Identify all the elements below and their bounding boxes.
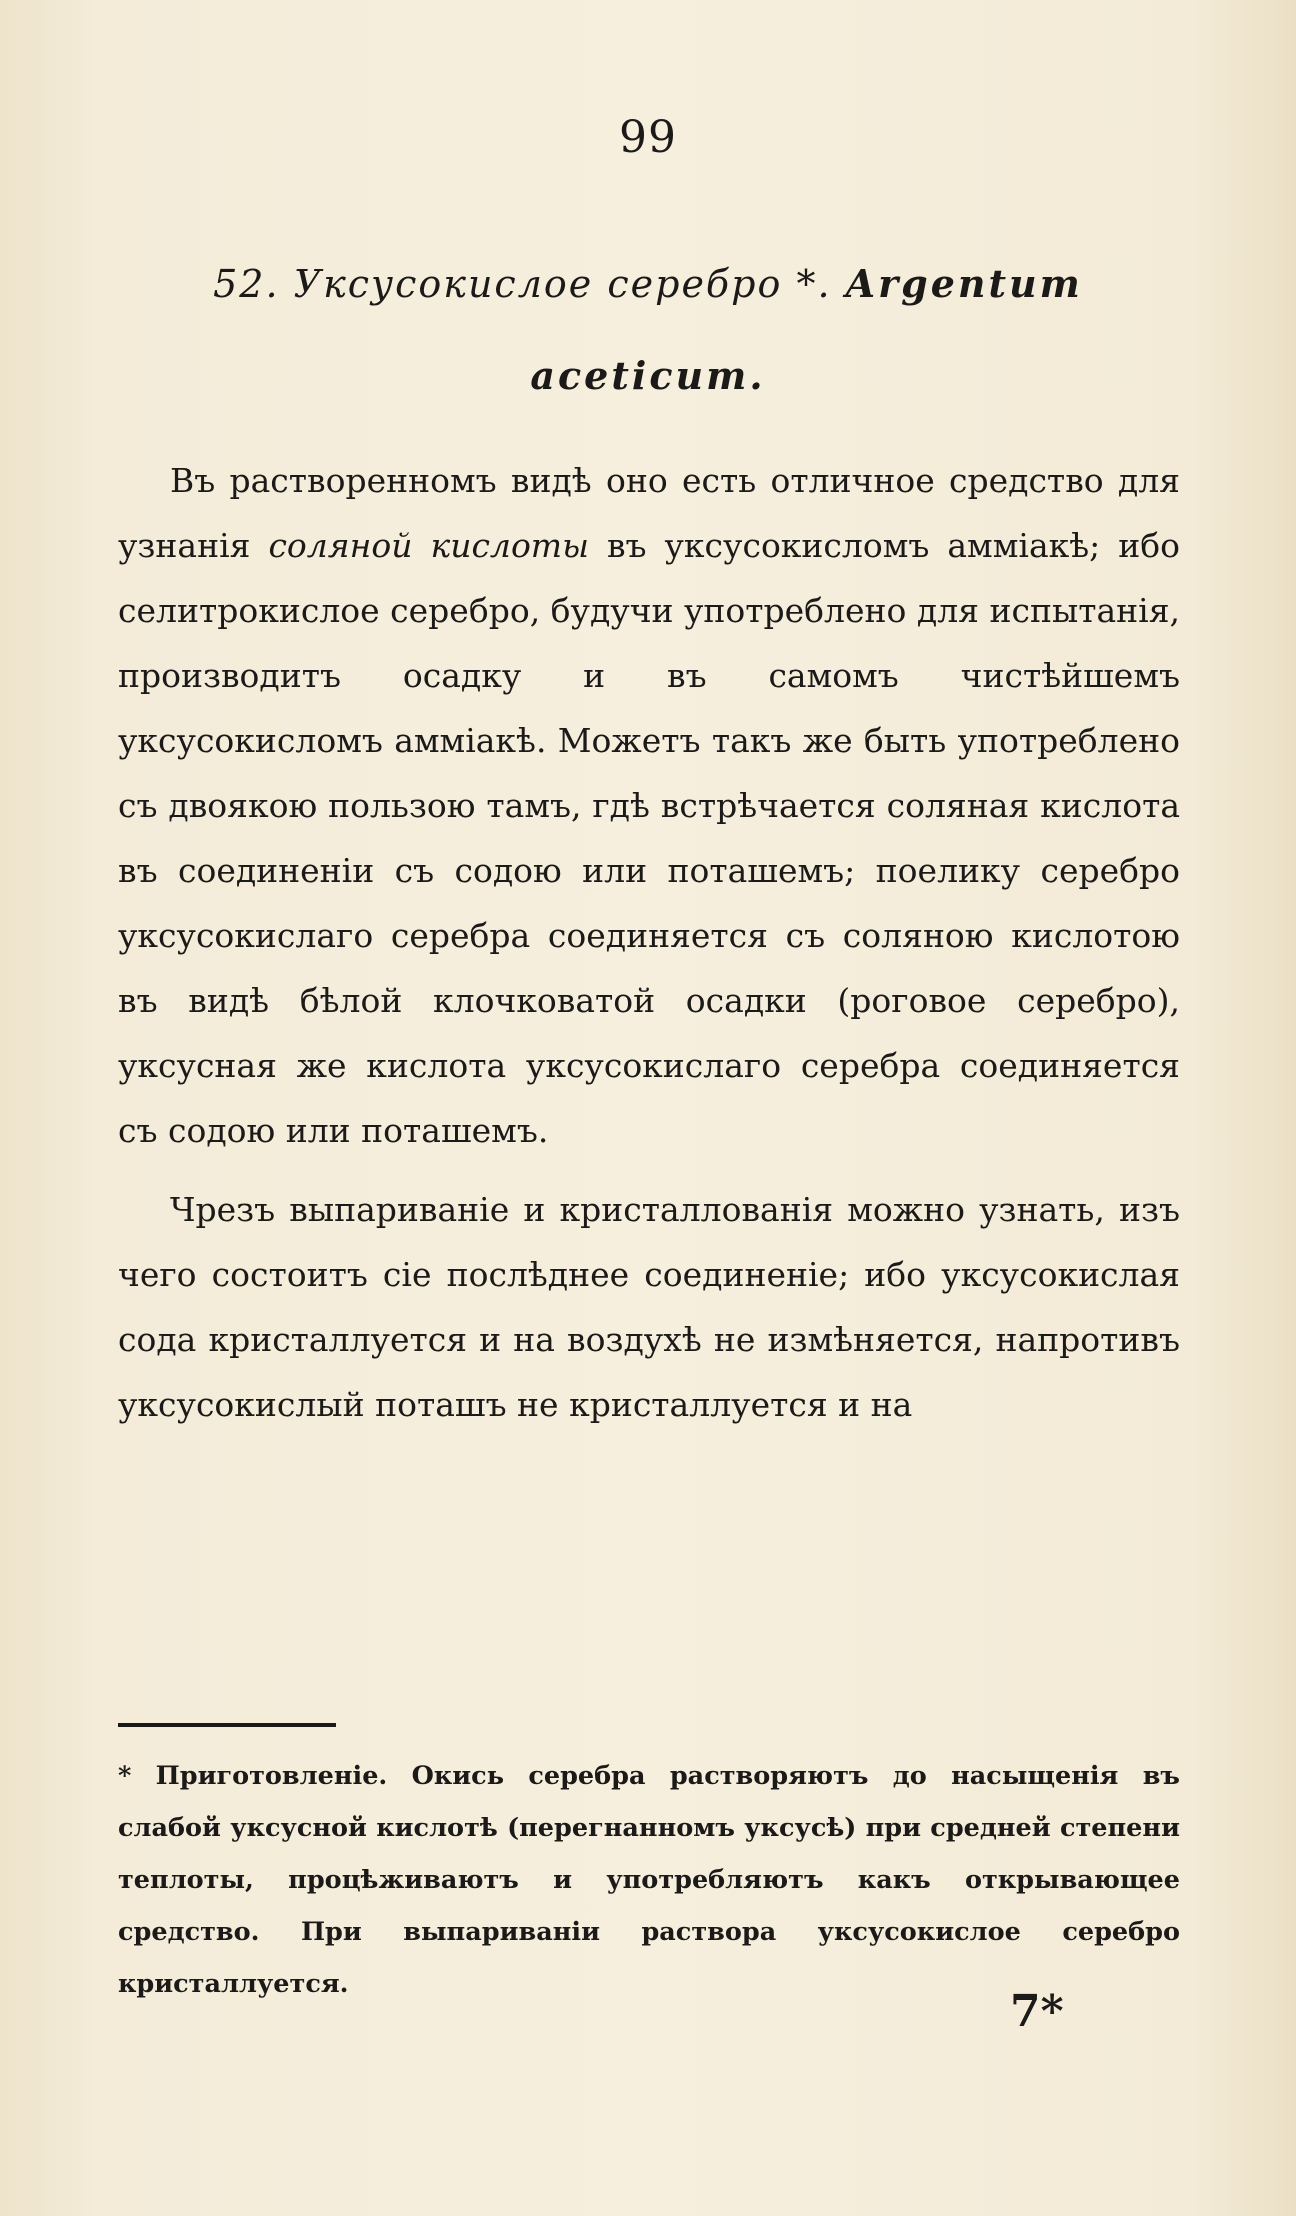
paragraph-2: Чрезъ выпариваніе и кристаллованія можно узнать, изъ чего состоитъ сіе послѣднее соединеніе; ибо уксусокислая сода кристаллуется и на воздухѣ не измѣняется, напротивъ уксусокислый поташъ не кристаллуется и на	[118, 1190, 1180, 1424]
main-text	[118, 448, 1180, 1437]
footnote	[118, 1750, 1180, 2010]
page-number: 99	[619, 112, 677, 163]
section-number: 52.	[213, 262, 280, 306]
footnote-reference: *.	[796, 262, 832, 306]
signature-mark: 7*	[1010, 1986, 1064, 2037]
section-title-latin-second: aceticum.	[530, 353, 766, 398]
paragraph-1-part-1: Въ растворенномъ видѣ оно есть отличное средство для узнанія	[118, 461, 1180, 565]
footnote-text: * Приготовленіе. Окись серебра растворяютъ до насыщенія въ слабой уксусной кислотѣ (перегнанномъ уксусѣ) при средней степени теплоты, процѣживаютъ и употребляютъ какъ открывающее средство. При выпариваніи раствора уксусокислое серебро кристаллуется.	[118, 1761, 1180, 1999]
paragraph-1-italic: соляной кислоты	[268, 526, 589, 565]
footnote-divider	[118, 1723, 336, 1727]
section-title-latin-first: Argentum	[845, 261, 1083, 306]
paragraph-1-part-2: въ уксусокисломъ амміакѣ; ибо селитрокислое серебро, будучи употреблено для испытанія, производитъ осадку и въ самомъ чистѣйшемъ уксусокисломъ амміакѣ. Можетъ такъ же быть употреблено съ двоякою пользою тамъ, гдѣ встрѣчается соляная кислота въ соединеніи съ содою или поташемъ; поелику серебро уксусокислаго серебра соединяется съ соляною кислотою въ видѣ бѣлой клочковатой осадки (роговое серебро), уксусная же кислота уксусокислаго серебра соединяется съ содою или поташемъ.	[118, 526, 1181, 1150]
section-heading	[118, 238, 1178, 422]
section-title-russian: Уксусокислое серебро	[293, 262, 783, 306]
paragraph-1	[118, 448, 1180, 1163]
